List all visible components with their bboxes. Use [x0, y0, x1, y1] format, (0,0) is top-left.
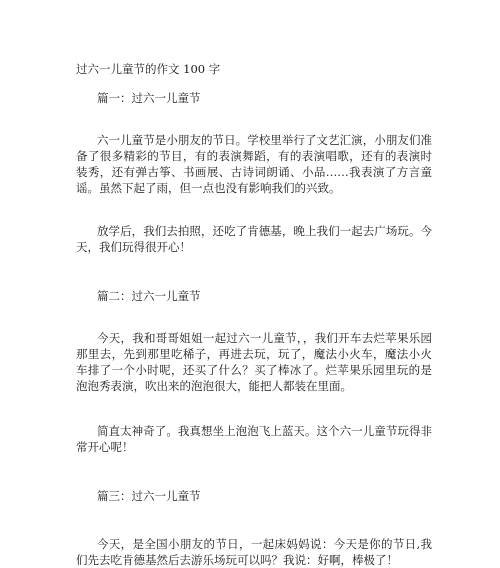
section-1-paragraph-2: 放学后，我们去拍照，还吃了肯德基，晚上我们一起去广场玩。今天，我们玩得很开心！ — [76, 224, 432, 254]
section-3-paragraph-1: 今天，是全国小朋友的节日，一起床妈妈说：今天是你的节日,我们先去吃肯德基然后去游乐场玩可以吗？我说：好啊，棒极了！ — [76, 537, 432, 567]
section-heading-3: 篇三：过六一儿童节 — [97, 489, 201, 503]
section-2-paragraph-1: 今天，我和哥哥姐姐一起过六一儿童节，，我们开车去烂苹果乐园那里去，先到那里吃稀子，再进去玩，玩了，魔法小火车，魔法小火车排了一个小时呢，还买了什么？买了棒冰了。烂苹果乐园里玩的是泡泡秀表演，吹出来的泡泡很大，能把人都装在里面。 — [76, 331, 432, 393]
section-heading-1: 篇一：过六一儿童节 — [97, 91, 201, 105]
section-heading-2: 篇二：过六一儿童节 — [97, 289, 201, 303]
section-1-paragraph-1: 六一儿童节是小朋友的节日。学校里举行了文艺汇演，小朋友们准备了很多精彩的节目，有的表演舞蹈，有的表演唱歌，还有的表演时装秀，还有弹古筝、书画展、古诗词朗诵、小品……我表演了方言童谣。虽然下起了雨，但一点也没有影响我们的兴致。 — [76, 133, 432, 195]
document-title: 过六一儿童节的作文 100 字 — [76, 62, 221, 76]
section-2-paragraph-2: 简直太神奇了。我真想坐上泡泡飞上蓝天。这个六一儿童节玩得非常开心呢！ — [76, 424, 432, 454]
